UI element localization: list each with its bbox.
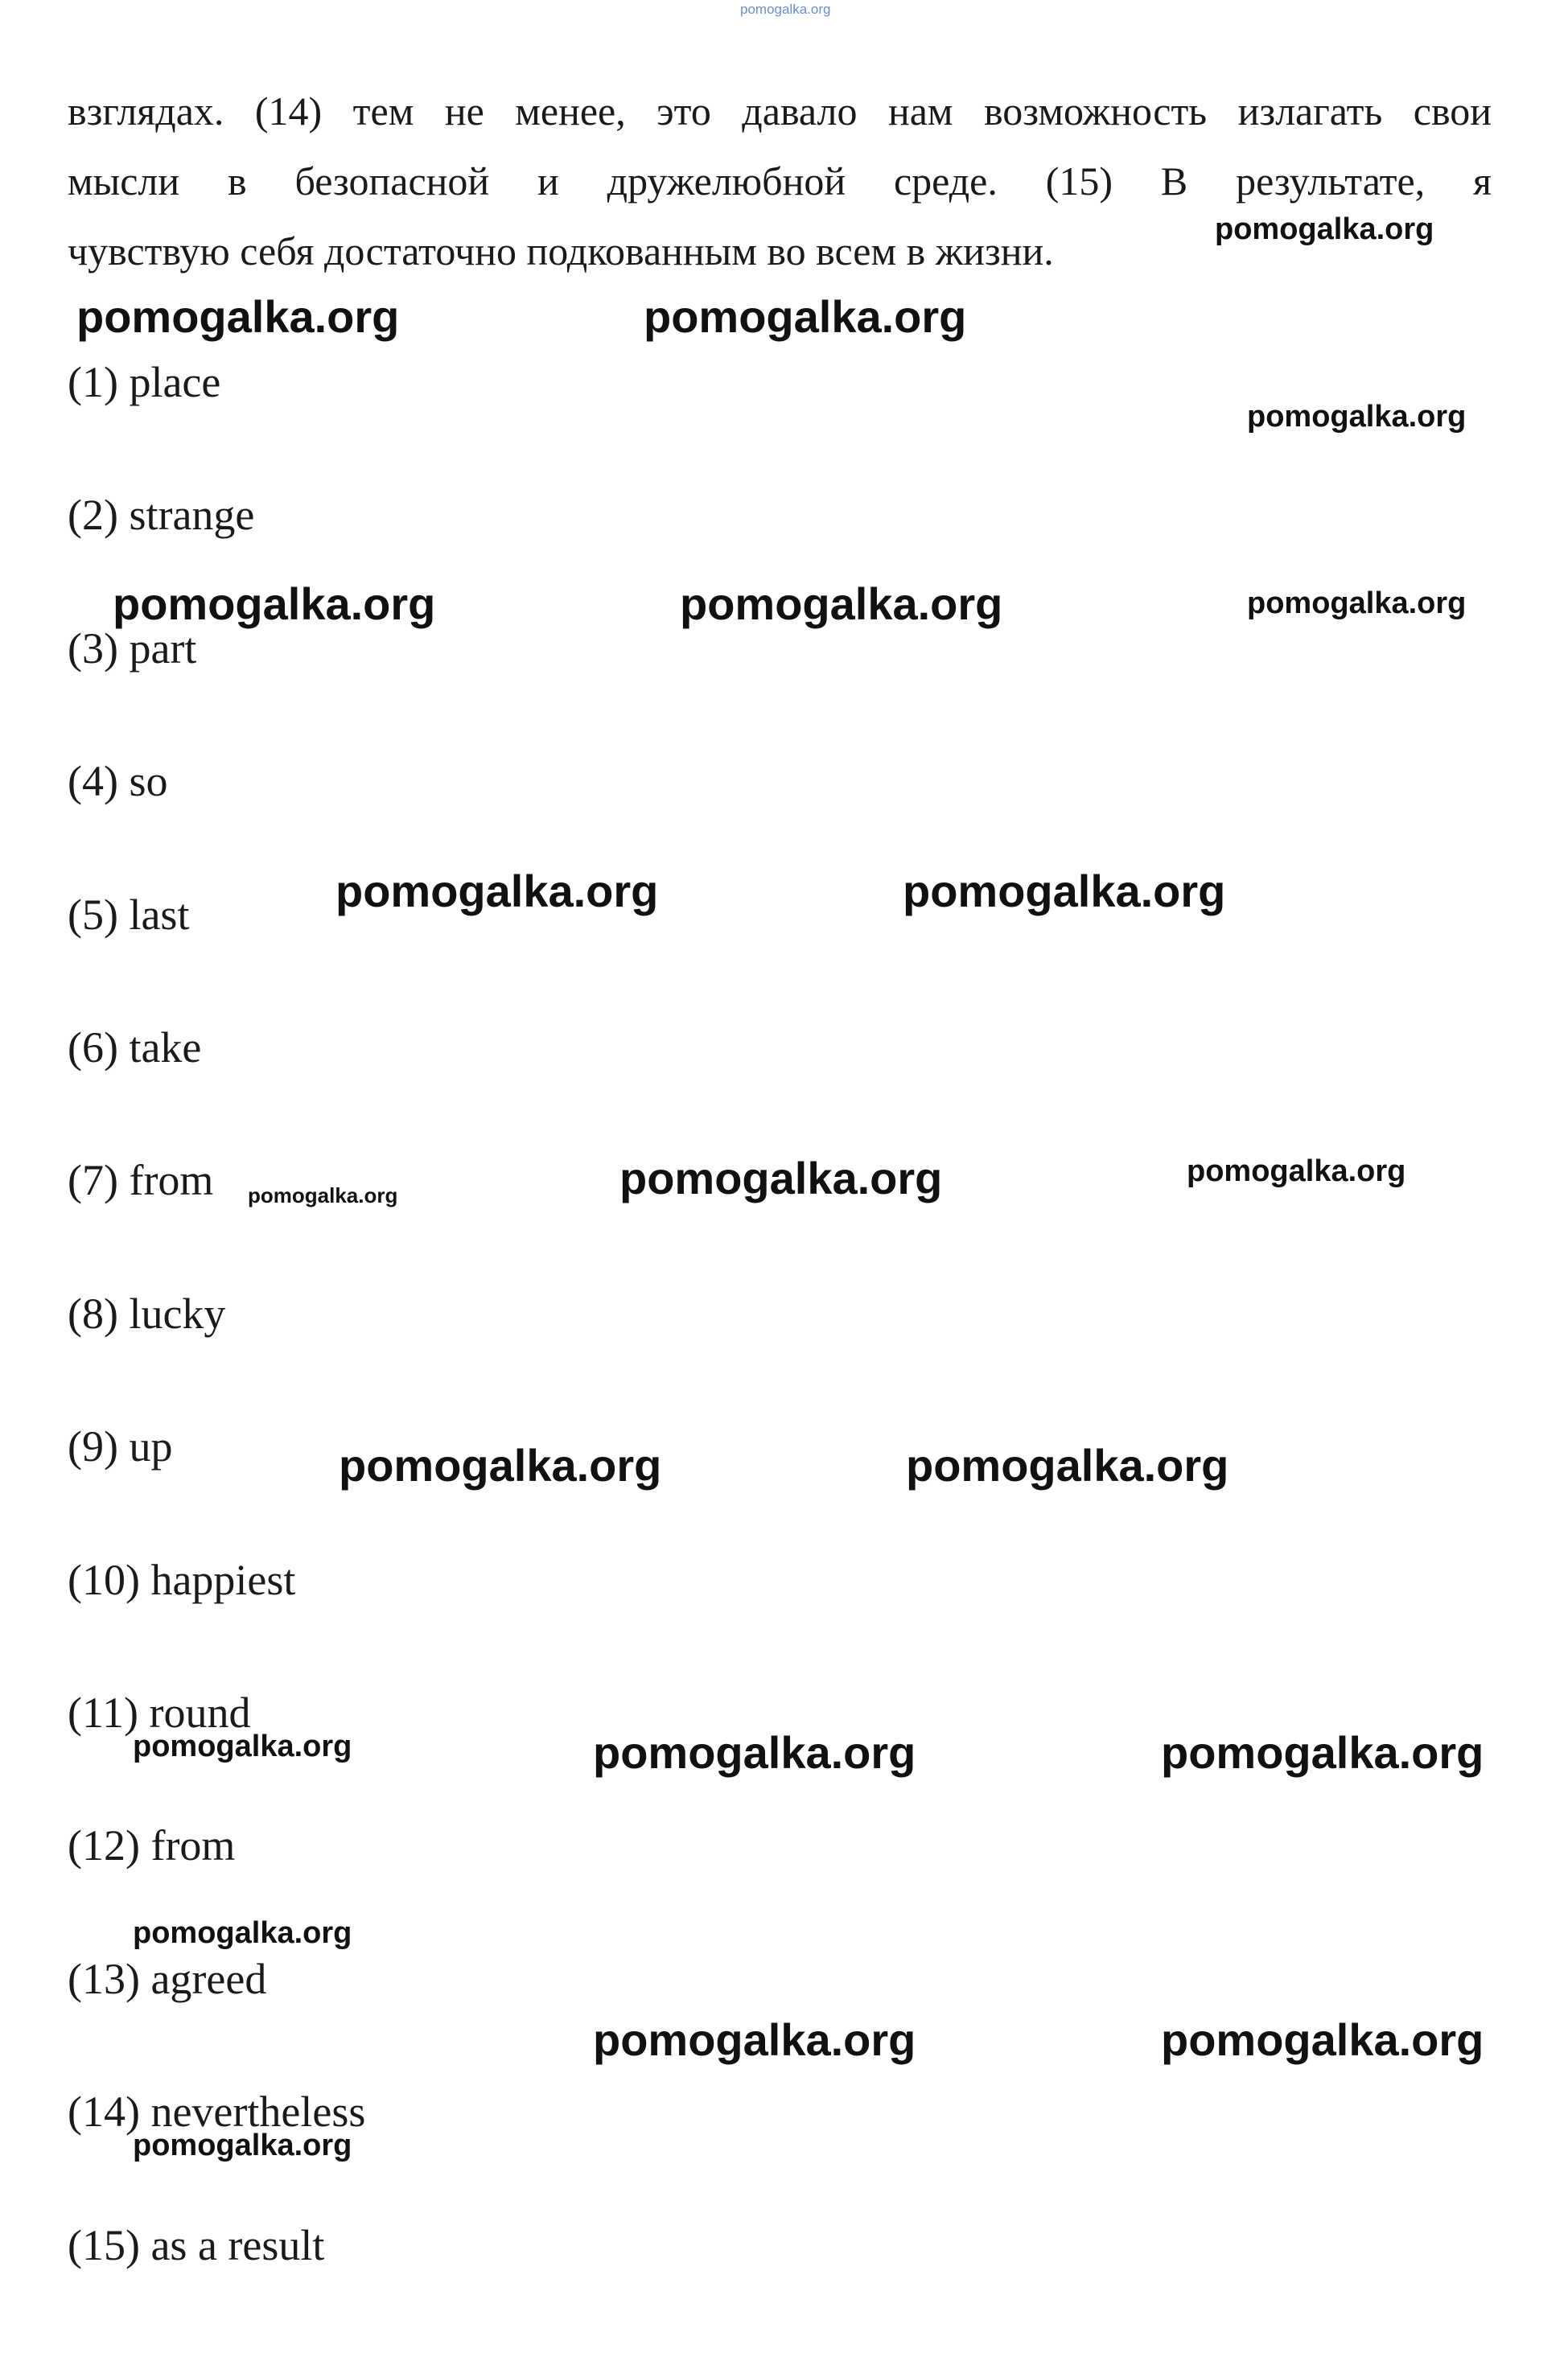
answer-item: (7) from	[68, 1156, 214, 1204]
watermark: pomogalka.org	[1247, 400, 1467, 434]
answer-item: (2) strange	[68, 491, 255, 539]
page-header-mark: pomogalka.org	[740, 2, 831, 17]
watermark: pomogalka.org	[76, 291, 400, 342]
watermark: pomogalka.org	[644, 291, 967, 342]
paragraph-line: чувствую себя достаточно подкованным во всем в жизни.	[68, 228, 1054, 274]
answer-item: (5) last	[68, 891, 190, 939]
watermark: pomogalka.org	[593, 1727, 916, 1778]
answer-item: (9) up	[68, 1422, 173, 1471]
watermark: pomogalka.org	[335, 866, 659, 916]
paragraph-line: взглядах. (14) тем не менее, это давало нам возможность излагать свои	[68, 88, 1492, 134]
watermark: pomogalka.org	[593, 2014, 916, 2065]
answer-item: (6) take	[68, 1023, 202, 1072]
answer-item: (13) agreed	[68, 1955, 267, 2003]
answer-item: (15) as a result	[68, 2221, 325, 2269]
answer-item: (4) so	[68, 757, 168, 805]
watermark: pomogalka.org	[248, 1183, 398, 1207]
watermark: pomogalka.org	[1161, 1727, 1484, 1778]
watermark: pomogalka.org	[133, 1916, 352, 1950]
watermark: pomogalka.org	[619, 1153, 943, 1203]
answer-item: (8) lucky	[68, 1290, 226, 1338]
answer-item: (14) nevertheless	[68, 2088, 366, 2136]
watermark: pomogalka.org	[133, 1730, 352, 1763]
watermark: pomogalka.org	[1187, 1154, 1406, 1188]
watermark: pomogalka.org	[1215, 212, 1434, 246]
watermark: pomogalka.org	[339, 1440, 662, 1491]
answer-item: (3) part	[68, 624, 197, 673]
watermark: pomogalka.org	[680, 578, 1003, 629]
watermark: pomogalka.org	[133, 2129, 352, 2162]
answer-item: (11) round	[68, 1689, 251, 1737]
watermark: pomogalka.org	[113, 578, 436, 629]
text-paragraph	[68, 76, 1492, 286]
watermark: pomogalka.org	[1247, 586, 1467, 620]
watermark: pomogalka.org	[1161, 2014, 1484, 2065]
watermark: pomogalka.org	[903, 866, 1226, 916]
answer-item: (12) from	[68, 1821, 236, 1870]
paragraph-line: мысли в безопасной и дружелюбной среде. (15) В результате, я	[68, 158, 1492, 204]
watermark: pomogalka.org	[906, 1440, 1229, 1491]
answer-item: (1) place	[68, 358, 221, 406]
answer-item: (10) happiest	[68, 1556, 296, 1604]
